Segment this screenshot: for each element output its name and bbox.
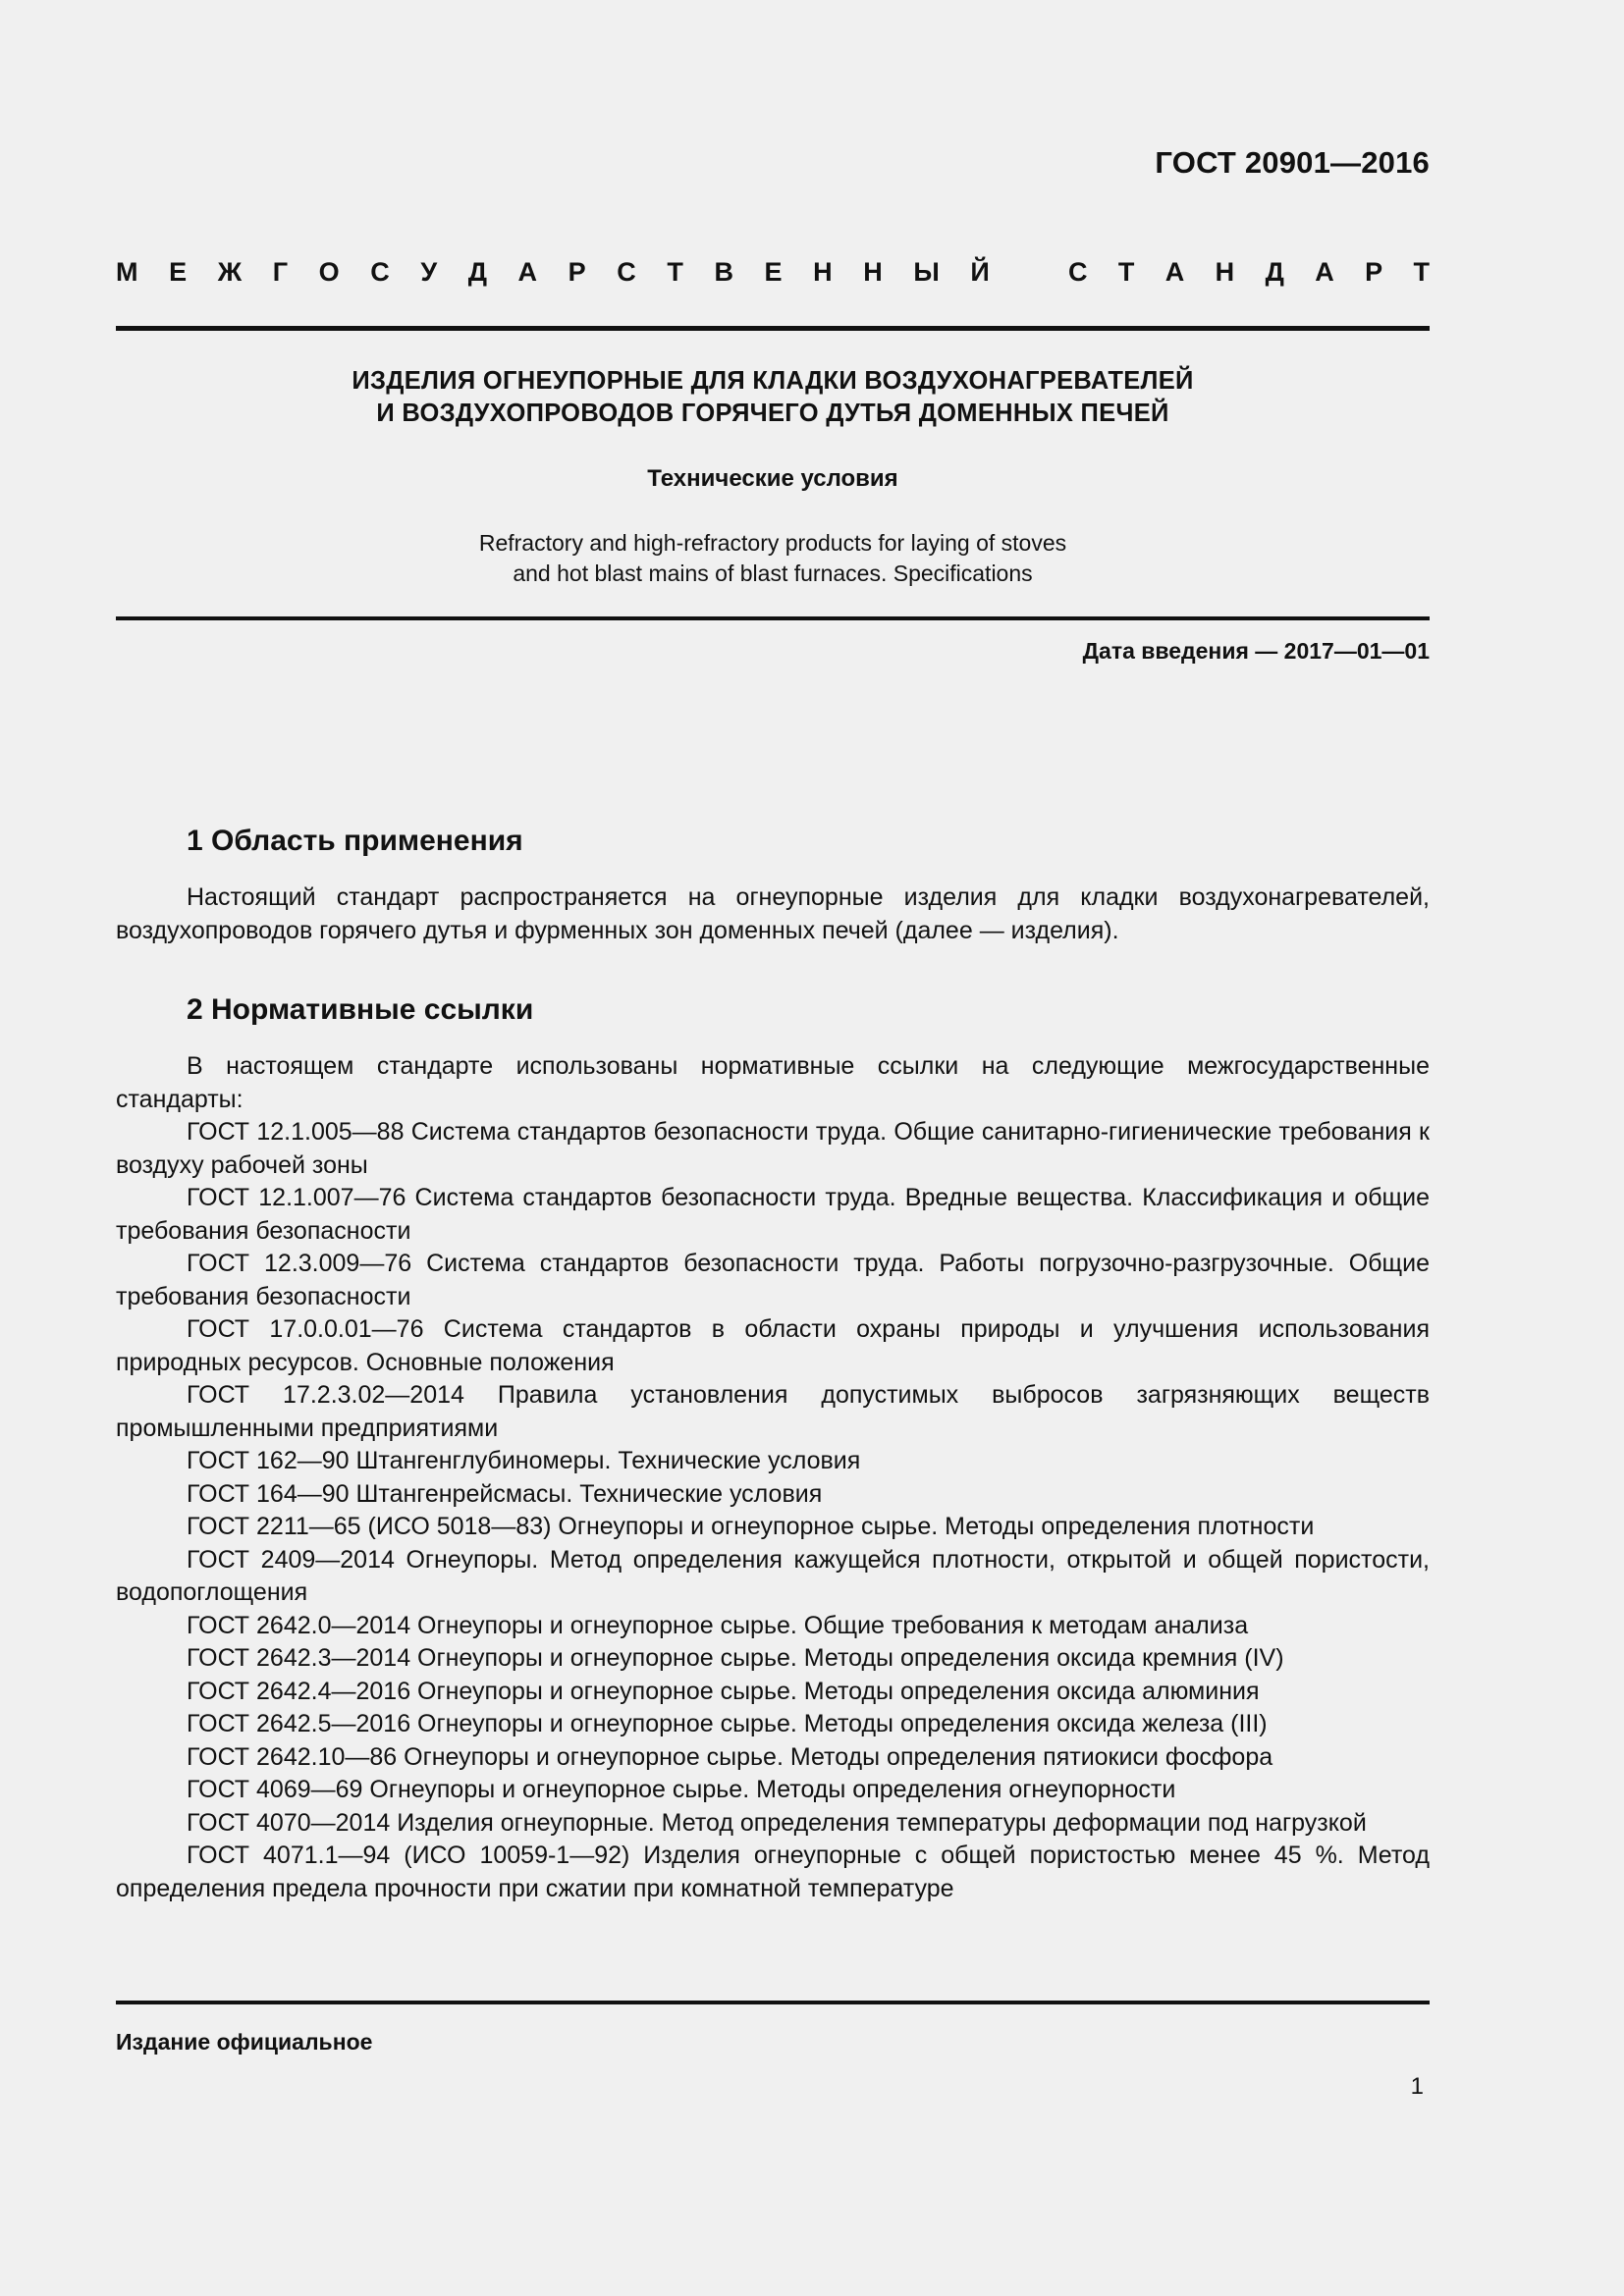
reference-item: ГОСТ 2642.5—2016 Огнеупоры и огнеупорное сырье. Методы определения оксида железа (III) bbox=[187, 1710, 1268, 1737]
banner-letter: Н bbox=[1215, 257, 1235, 287]
reference-item: ГОСТ 4071.1—94 (ИСО 10059-1—92) Изделия огнеупорные с общей пористостью менее 45 %. Метод определения предела прочности при сжатии при комнатной температуре bbox=[116, 1842, 1430, 1902]
banner-letter: М bbox=[116, 257, 138, 287]
banner-word-interstate bbox=[116, 257, 990, 288]
banner-letter: Т bbox=[667, 257, 683, 287]
english-title-line-1: Refractory and high-refractory products for laying of stoves bbox=[478, 530, 1067, 556]
document-subtitle: Технические условия bbox=[647, 465, 898, 492]
interstate-standard-banner bbox=[116, 257, 1430, 288]
page-number: 1 bbox=[1410, 2073, 1424, 2100]
banner-letter: Е bbox=[764, 257, 783, 287]
reference-item: ГОСТ 4070—2014 Изделия огнеупорные. Метод определения температуры деформации под нагрузкой bbox=[187, 1808, 1367, 1837]
banner-letter: А bbox=[517, 257, 538, 287]
reference-item: ГОСТ 162—90 Штангенглубиномеры. Технические условия bbox=[187, 1447, 861, 1474]
banner-letter: А bbox=[1315, 257, 1334, 287]
reference-item: ГОСТ 4069—69 Огнеупоры и огнеупорное сырье. Методы определения огнеупорности bbox=[187, 1776, 1176, 1803]
title-line-2: И ВОЗДУХОПРОВОДОВ ГОРЯЧЕГО ДУТЬЯ ДОМЕННЫХ ПЕЧЕЙ bbox=[376, 400, 1169, 427]
banner-letter: С bbox=[1068, 257, 1088, 287]
section-1-body bbox=[116, 881, 1430, 947]
banner-letter: Н bbox=[813, 257, 833, 287]
banner-letter: Т bbox=[1413, 257, 1430, 287]
section-2-intro-paragraph: В настоящем стандарте использованы нормативные ссылки на следующие межгосударственные стандарты: bbox=[116, 1052, 1430, 1113]
section-1-paragraph: Настоящий стандарт распространяется на огнеупорные изделия для кладки воздухонагревателей, воздухопроводов горячего дутья и фурменных зон доменных печей (далее — изделия). bbox=[116, 883, 1430, 944]
reference-item: ГОСТ 2642.10—86 Огнеупоры и огнеупорное сырье. Методы определения пятиокиси фосфора bbox=[187, 1742, 1273, 1771]
reference-item: ГОСТ 164—90 Штангенрейсмасы. Технические условия bbox=[187, 1479, 823, 1508]
banner-letter: Д bbox=[1265, 257, 1284, 287]
reference-item: ГОСТ 12.3.009—76 Система стандартов безопасности труда. Работы погрузочно-разгрузочные. Общие требования безопасности bbox=[116, 1250, 1430, 1310]
banner-letter: С bbox=[617, 257, 636, 287]
reference-item: ГОСТ 2642.3—2014 Огнеупоры и огнеупорное сырье. Методы определения оксида кремния (IV) bbox=[187, 1644, 1284, 1672]
title-divider bbox=[116, 616, 1430, 620]
english-title bbox=[116, 528, 1430, 589]
title-line-1: ИЗДЕЛИЯ ОГНЕУПОРНЫЕ ДЛЯ КЛАДКИ ВОЗДУХОНАГРЕВАТЕЛЕЙ bbox=[352, 367, 1194, 395]
banner-letter: А bbox=[1164, 257, 1185, 287]
banner-letter: Ы bbox=[913, 257, 940, 287]
reference-item: ГОСТ 17.0.0.01—76 Система стандартов в области охраны природы и улучшения использования природных ресурсов. Основные положения bbox=[116, 1315, 1430, 1376]
reference-item: ГОСТ 17.2.3.02—2014 Правила установления допустимых выбросов загрязняющих веществ промышленными предприятиями bbox=[116, 1381, 1430, 1442]
banner-letter: Ж bbox=[217, 257, 243, 287]
reference-item: ГОСТ 12.1.005—88 Система стандартов безопасности труда. Общие санитарно-гигиенические требования к воздуху рабочей зоны bbox=[116, 1118, 1430, 1179]
banner-letter: Д bbox=[467, 257, 487, 287]
section-1-heading: 1 Область применения bbox=[187, 825, 523, 857]
footer-divider bbox=[116, 2001, 1430, 2004]
banner-letter: Н bbox=[863, 257, 883, 287]
document-page bbox=[116, 0, 1430, 2296]
reference-item: ГОСТ 2211—65 (ИСО 5018—83) Огнеупоры и огнеупорное сырье. Методы определения плотности bbox=[187, 1513, 1315, 1540]
banner-letter: С bbox=[370, 257, 390, 287]
document-title bbox=[116, 365, 1430, 430]
banner-letter: У bbox=[420, 257, 438, 287]
standard-code: ГОСТ 20901—2016 bbox=[1155, 145, 1430, 180]
banner-letter: В bbox=[714, 257, 733, 287]
section-2-heading: 2 Нормативные ссылки bbox=[187, 993, 534, 1026]
banner-word-standard bbox=[1068, 257, 1430, 288]
reference-item: ГОСТ 2642.4—2016 Огнеупоры и огнеупорное сырье. Методы определения оксида алюминия bbox=[187, 1677, 1260, 1705]
banner-letter: Е bbox=[169, 257, 188, 287]
reference-item: ГОСТ 12.1.007—76 Система стандартов безопасности труда. Вредные вещества. Классификация и общие требования безопасности bbox=[116, 1184, 1430, 1245]
banner-letter: Р bbox=[1365, 257, 1383, 287]
official-edition-label: Издание официальное bbox=[116, 2029, 373, 2055]
introduction-date: Дата введения — 2017—01—01 bbox=[1082, 638, 1430, 664]
reference-item: ГОСТ 2409—2014 Огнеупоры. Метод определения кажущейся плотности, открытой и общей пористости, водопоглощения bbox=[116, 1545, 1430, 1606]
banner-letter: Р bbox=[568, 257, 586, 287]
banner-letter: Й bbox=[970, 257, 990, 287]
top-divider bbox=[116, 326, 1430, 331]
banner-letter: Т bbox=[1117, 257, 1135, 287]
english-title-line-2: and hot blast mains of blast furnaces. Specifications bbox=[513, 561, 1033, 586]
banner-letter: Г bbox=[272, 257, 289, 287]
reference-item: ГОСТ 2642.0—2014 Огнеупоры и огнеупорное сырье. Общие требования к методам анализа bbox=[187, 1611, 1249, 1639]
section-2-body bbox=[116, 1050, 1430, 1905]
banner-letter: О bbox=[318, 257, 340, 287]
